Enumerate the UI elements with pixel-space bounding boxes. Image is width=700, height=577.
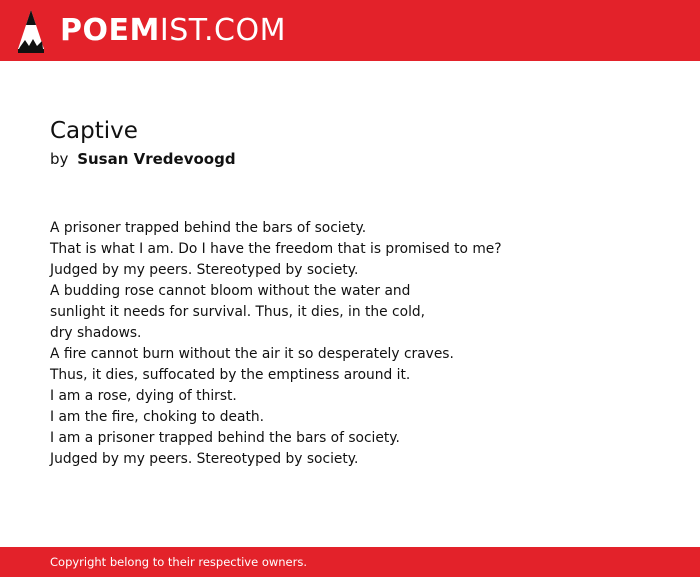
poem-line: Judged by my peers. Stereotyped by society. [50, 262, 359, 278]
poem-line: I am a prisoner trapped behind the bars of society. [50, 430, 400, 446]
poem-line: dry shadows. [50, 325, 142, 341]
poem-title: Captive [50, 118, 138, 144]
author-name: Susan Vredevoogd [77, 150, 236, 168]
poem-line: Thus, it dies, suffocated by the emptiness around it. [50, 367, 411, 383]
poem-line: A fire cannot burn without the air it so desperately craves. [50, 346, 454, 362]
poem-line: Judged by my peers. Stereotyped by society. [50, 451, 359, 467]
site-footer [0, 547, 700, 577]
pencil-tip-icon [16, 9, 46, 53]
poem-line: I am the fire, choking to death. [50, 409, 265, 425]
site-logo-link[interactable] [16, 9, 286, 53]
site-wordmark [60, 9, 286, 53]
byline [50, 148, 236, 170]
wordmark-bold: POEM [60, 13, 160, 48]
poem-line: That is what I am. Do I have the freedom that is promised to me? [50, 241, 502, 257]
poem-line: sunlight it needs for survival. Thus, it dies, in the cold, [50, 304, 426, 320]
copyright-text: Copyright belong to their respective owners. [50, 555, 308, 569]
wordmark-light: IST.COM [159, 13, 286, 48]
site-header [0, 0, 700, 61]
poem-line: A budding rose cannot bloom without the water and [50, 283, 411, 299]
poem-body [50, 218, 502, 470]
poem-line: A prisoner trapped behind the bars of society. [50, 220, 367, 236]
poem-line: I am a rose, dying of thirst. [50, 388, 237, 404]
by-label: by [50, 150, 69, 168]
